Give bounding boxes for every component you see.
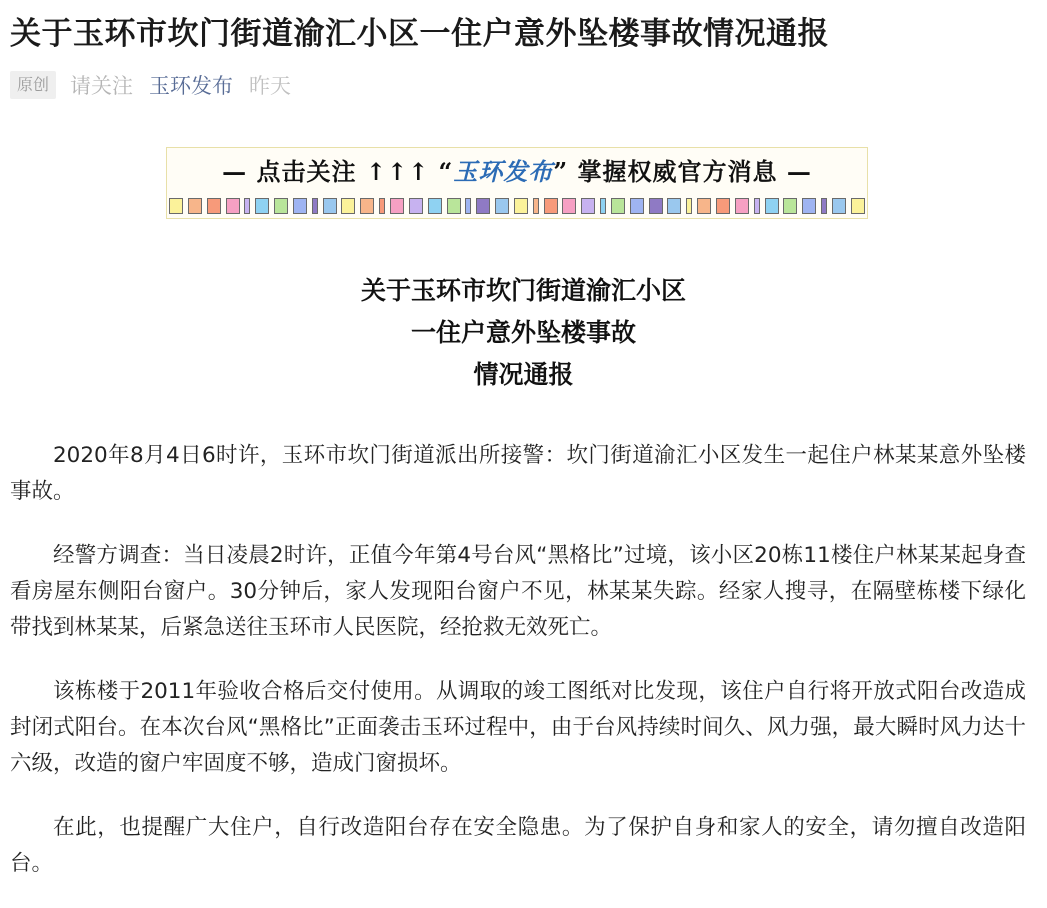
banner-color-block [686,198,692,214]
banner-color-block [735,198,749,214]
banner-color-block [832,198,846,214]
banner-color-block [476,198,490,214]
banner-color-block [312,198,318,214]
banner-color-block [716,198,730,214]
banner-color-block [428,198,442,214]
banner-color-block [581,198,595,214]
banner-color-block [697,198,711,214]
follow-banner[interactable] [166,147,868,219]
banner-color-block [630,198,644,214]
article-title: 关于玉环市坎门街道渝汇小区一住户意外坠楼事故情况通报 [10,16,829,52]
banner-color-block [169,198,183,214]
banner-text [167,152,867,187]
banner-color-block [514,198,528,214]
article-body [10,438,1026,908]
banner-color-block [341,198,355,214]
banner-color-block [390,198,404,214]
banner-color-block [649,198,663,214]
publish-date: 昨天 [249,74,292,98]
banner-color-block [274,198,288,214]
banner-color-block [802,198,816,214]
banner-text-before: — 点击关注 ↑↑↑ “ [222,157,454,186]
banner-color-strip [169,198,865,214]
banner-color-block [851,198,865,214]
document-heading [0,270,1047,396]
banner-color-block [821,198,827,214]
banner-color-block [611,198,625,214]
banner-color-block [667,198,681,214]
banner-color-block [379,198,385,214]
banner-text-after: ” 掌握权威官方消息 — [553,157,812,186]
article-meta [10,70,291,100]
banner-color-block [226,198,240,214]
banner-color-block [207,198,221,214]
banner-color-block [293,198,307,214]
heading-line: 一住户意外坠楼事故 [410,318,636,347]
banner-color-block [323,198,337,214]
account-name-link[interactable]: 玉环发布 [149,74,234,98]
banner-color-block [765,198,779,214]
banner-color-block [188,198,202,214]
banner-color-block [754,198,760,214]
body-paragraph: 2020年8月4日6时许，玉环市坎门街道派出所接警：坎门街道渝汇小区发生一起住户林某某意外坠楼事故。 [10,443,1026,504]
banner-color-block [495,198,509,214]
body-paragraph: 在此，也提醒广大住户，自行改造阳台存在安全隐患。为了保护自身和家人的安全，请勿擅自改造阳台。 [10,815,1026,876]
banner-account-name: 玉环发布 [453,157,554,186]
body-paragraph: 经警方调查：当日凌晨2时许，正值今年第4号台风“黑格比”过境，该小区20栋11楼住户林某某起身查看房屋东侧阳台窗户。30分钟后，家人发现阳台窗户不见，林某某失踪。经家人搜寻，在隔壁栋楼下绿化带找到林某某，后紧急送往玉环市人民医院，经抢救无效死亡。 [10,543,1026,640]
banner-color-block [409,198,423,214]
banner-color-block [533,198,539,214]
follow-prompt: 请关注 [70,74,134,98]
banner-color-block [783,198,797,214]
banner-color-block [544,198,558,214]
banner-color-block [255,198,269,214]
banner-color-block [244,198,250,214]
banner-color-block [562,198,576,214]
banner-color-block [360,198,374,214]
banner-color-block [600,198,606,214]
body-paragraph: 该栋楼于2011年验收合格后交付使用。从调取的竣工图纸对比发现，该住户自行将开放式阳台改造成封闭式阳台。在本次台风“黑格比”正面袭击玉环过程中，由于台风持续时间久、风力强，最大瞬时风力达十六级，改造的窗户牢固度不够，造成门窗损坏。 [10,679,1026,776]
banner-color-block [447,198,461,214]
original-tag: 原创 [10,71,56,99]
heading-line: 关于玉环市坎门街道渝汇小区 [360,276,686,305]
banner-color-block [465,198,471,214]
heading-line: 情况通报 [473,360,574,389]
